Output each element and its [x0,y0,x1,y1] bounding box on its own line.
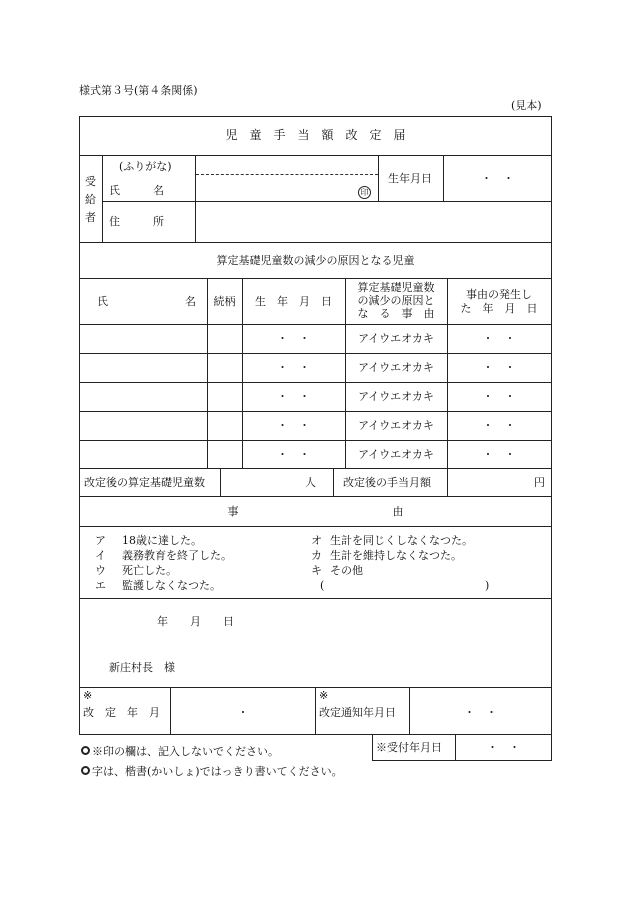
reason-key-o: オ [311,534,322,547]
form-number: 様式第３号(第４条関係) [79,84,198,97]
col-header-reason: 算定基礎児童数 の減少の原因と な る 事 由 [357,281,435,320]
other-paren-open: ( [320,579,325,592]
after-count-label: 改定後の算定基礎児童数 [84,476,205,489]
dob-field[interactable]: ・ ・ [481,172,514,185]
table-row-3-dob[interactable]: ・ ・ [277,390,310,403]
reason-key-e: エ [95,579,106,592]
reason-text-u: 死亡した。 [122,564,177,577]
office-mark-1: ※ [83,689,93,702]
reason-key-a: ア [95,534,106,547]
reason-heading: 事 由 [227,505,404,518]
table-row-2-reason[interactable]: アイウエオカキ [358,361,434,374]
reason-key-u: ウ [95,564,106,577]
revision-month-field[interactable]: ・ [237,706,249,719]
address-label: 住 所 [109,215,164,228]
received-date-field[interactable]: ・ ・ [487,741,520,754]
col-header-relation: 続柄 [213,295,236,308]
reason-text-a: 18歳に達した。 [122,534,202,547]
seal-icon: 印 [358,180,371,199]
name-label: 氏 名 [109,184,164,197]
table-row-1-reason[interactable]: アイウエオカキ [358,332,434,345]
after-amount-unit: 円 [534,476,545,489]
sample-label: (見本) [511,99,542,112]
table-row-5-date[interactable]: ・ ・ [482,448,516,461]
reason-key-ki: キ [311,564,322,577]
furigana-field[interactable] [197,157,377,173]
furigana-label: (ふりがな) [119,160,172,173]
table-row-3-reason[interactable]: アイウエオカキ [358,390,434,403]
office-mark-2: ※ [319,689,329,702]
col-header-dob: 生 年 月 日 [255,295,332,308]
table-row-1-date[interactable]: ・ ・ [482,332,516,345]
addressee: 新庄村長 様 [109,661,175,674]
note-bullet-icon [81,746,90,755]
reason-text-i: 義務教育を終了した。 [122,549,232,562]
children-section-title: 算定基礎児童数の減少の原因となる児童 [216,254,415,267]
other-paren-close: ) [485,579,490,592]
dob-label: 生年月日 [388,172,432,185]
revision-month-label: 改 定 年 月 [83,706,160,719]
table-row-4-reason[interactable]: アイウエオカキ [358,419,434,432]
table-row-3-date[interactable]: ・ ・ [482,390,516,403]
note-1: ※印の欄は、記入しないでください。 [92,745,279,758]
table-row-4-dob[interactable]: ・ ・ [277,419,310,432]
col-header-date: 事由の発生し た 年 月 日 [460,288,538,315]
table-row-1-dob[interactable]: ・ ・ [277,332,310,345]
name-field[interactable] [197,176,357,200]
notice-date-label: 改定通知年月日 [319,706,396,719]
received-date-label: ※受付年月日 [376,741,442,754]
table-row-5-dob[interactable]: ・ ・ [277,448,310,461]
reason-key-ka: カ [311,549,322,562]
notice-date-field[interactable]: ・ ・ [464,706,497,719]
reason-text-ka: 生計を維持しなくなつた。 [330,549,462,562]
table-row-5-reason[interactable]: アイウエオカキ [358,448,434,461]
col-header-name: 氏 名 [97,295,196,308]
note-bullet-icon [81,766,90,775]
reason-text-e: 監護しなくなつた。 [122,579,221,592]
reason-text-ki: その他 [330,564,363,577]
address-field[interactable] [197,203,550,241]
after-count-unit: 人 [305,476,316,489]
recipient-side-label: 受 給 者 [85,175,96,224]
table-row-2-date[interactable]: ・ ・ [482,361,516,374]
table-row-4-date[interactable]: ・ ・ [482,419,516,432]
reason-key-i: イ [95,549,106,562]
after-amount-label: 改定後の手当月額 [343,476,431,489]
note-2: 字は、楷書(かいしょ)ではっきり書いてください。 [92,765,343,778]
reason-text-o: 生計を同じくしなくなつた。 [330,534,473,547]
submission-date[interactable]: 年 月 日 [157,615,234,628]
form-title: 児 童 手 当 額 改 定 届 [225,128,406,142]
table-row-2-dob[interactable]: ・ ・ [277,361,310,374]
other-reason-field[interactable] [330,578,484,592]
